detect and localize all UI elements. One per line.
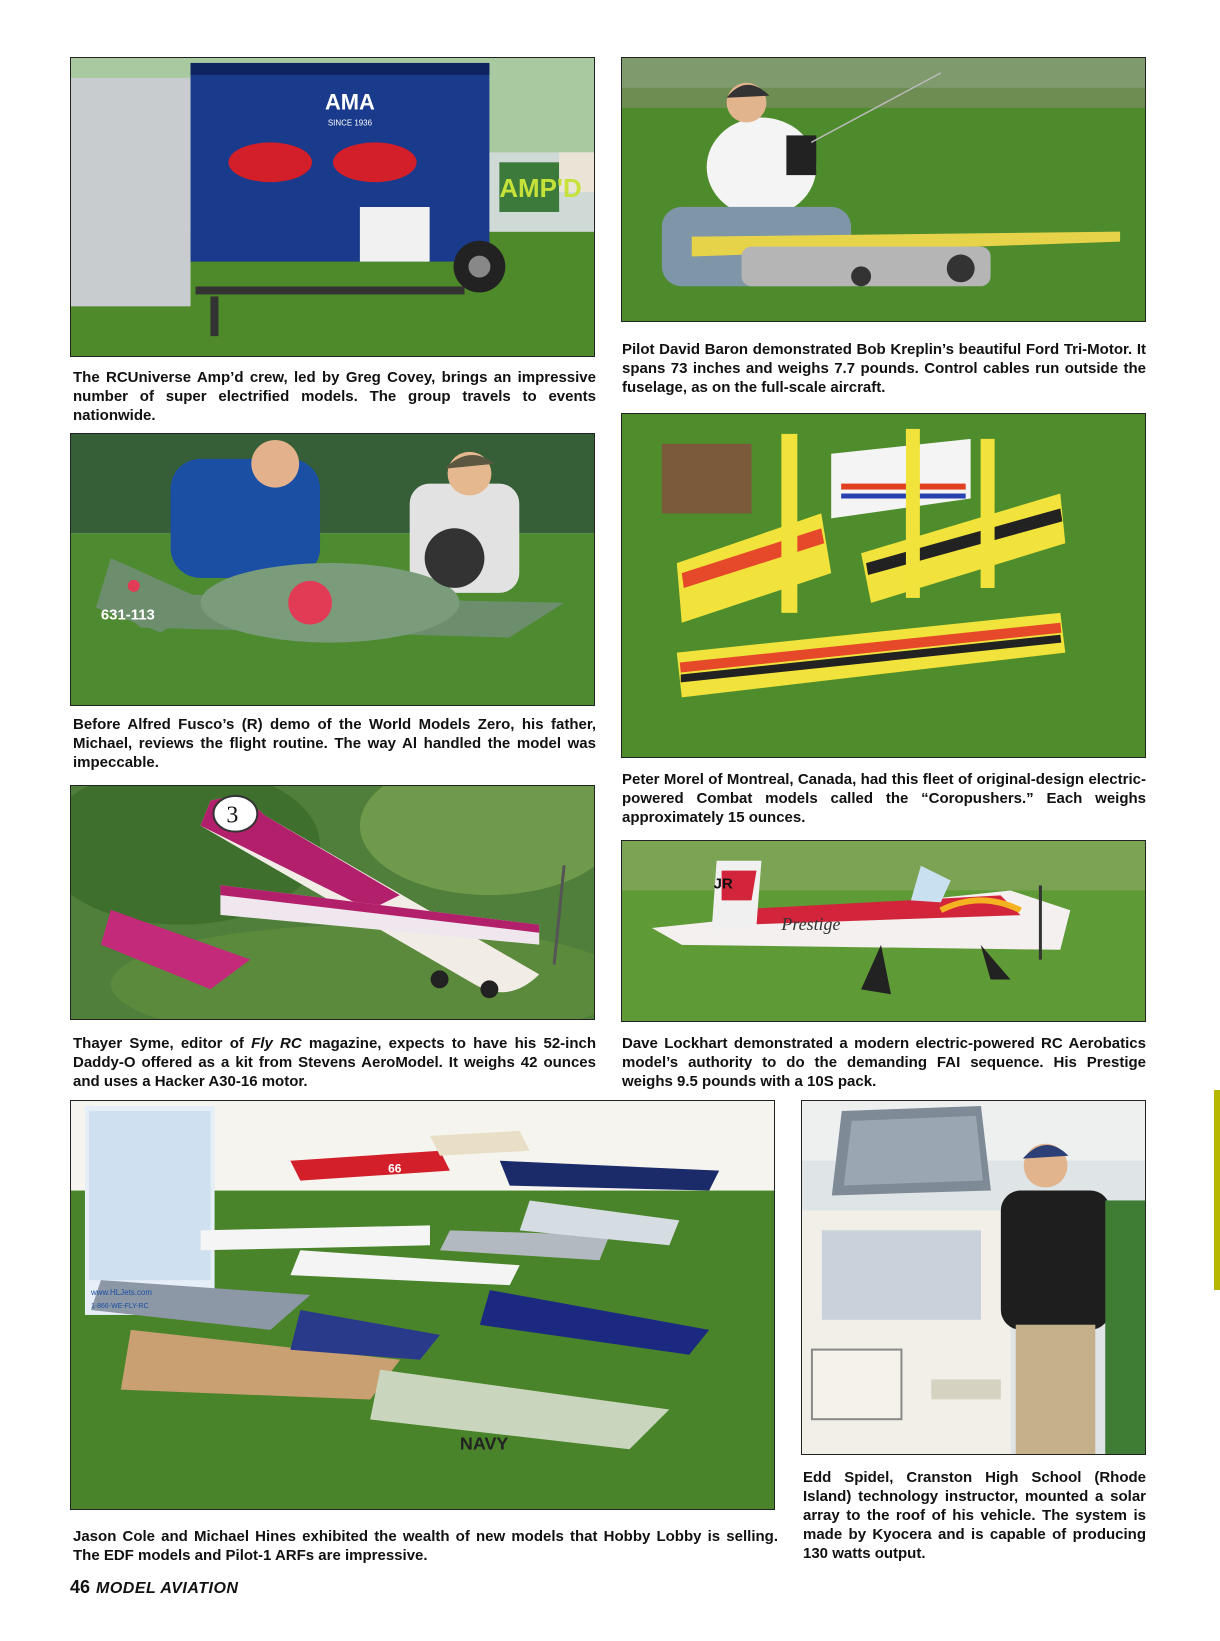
page-footer xyxy=(70,1577,238,1598)
caption-zero: Before Alfred Fusco’s (R) demo of the World Models Zero, his father, Michael, reviews the flight routine. The way Al handled the model was impeccable. xyxy=(73,716,596,771)
caption-amp-trailer: The RCUniverse Amp’d crew, led by Greg Covey, brings an impressive number of super electrified models. The group travels to events nationwide. xyxy=(73,369,596,424)
navy-text: NAVY xyxy=(459,1433,509,1454)
prestige-jr-text: JR xyxy=(713,876,733,893)
photo-daddy-o xyxy=(70,785,595,1020)
photo-tri-motor xyxy=(621,57,1146,322)
zero-tail-text: 631-113 xyxy=(100,607,155,624)
photo-coropushers xyxy=(621,413,1146,758)
magazine-name: MODEL AVIATION xyxy=(96,1580,239,1597)
photo-amp-trailer xyxy=(70,57,595,357)
photo-solar xyxy=(801,1100,1146,1455)
caption-solar: Edd Spidel, Cranston High School (Rhode Island) technology instructor, mounted a solar array to the roof of his vehicle. The system is made by Kyocera and is capable of producing 130 watts output. xyxy=(803,1469,1146,1562)
trailer-ampd-text: AMP'D xyxy=(499,175,582,204)
prestige-name-text: Prestige xyxy=(781,914,841,934)
photo-hobby-lobby xyxy=(70,1100,775,1510)
caption-daddy-o-pre: Thayer Syme, editor of xyxy=(73,1035,252,1052)
trailer-since-text: SINCE 1936 xyxy=(327,118,373,128)
banner-site-text: www.HLJets.com xyxy=(90,1288,153,1298)
photo-prestige xyxy=(621,840,1146,1022)
caption-daddy-o-post: magazine, expects to have his 52-inch Daddy-O offered as a kit from Stevens AeroModel. It weighs 42 ounces and uses a Hacker A30-16 motor. xyxy=(73,1035,596,1090)
banner-phone-text: 1-866-WE-FLY-RC xyxy=(90,1302,149,1310)
caption-daddy-o xyxy=(73,1034,596,1091)
caption-hobby-lobby: Jason Cole and Michael Hines exhibited the wealth of new models that Hobby Lobby is selling. The EDF models and Pilot-1 ARFs are impressive. xyxy=(73,1528,778,1564)
daddy-o-number-text: 3 xyxy=(226,802,239,829)
caption-coropushers: Peter Morel of Montreal, Canada, had this fleet of original-design electric-powered Combat models called the “Coropushers.” Each weighs approximately 15 ounces. xyxy=(622,771,1146,826)
racer-number-text: 66 xyxy=(388,1161,402,1176)
trailer-ama-text: AMA xyxy=(324,89,375,115)
photo-zero xyxy=(70,433,595,706)
caption-tri-motor: Pilot David Baron demonstrated Bob Kreplin’s beautiful Ford Tri-Motor. It spans 73 inches and weighs 7.7 pounds. Control cables run outside the fuselage, as on the full-scale aircraft. xyxy=(622,341,1146,396)
caption-daddy-o-magazine: Fly RC xyxy=(251,1035,302,1052)
edge-tab xyxy=(1214,1090,1220,1290)
page-number: 46 xyxy=(70,1577,91,1597)
caption-prestige: Dave Lockhart demonstrated a modern electric-powered RC Aerobatics model’s authority to do the demanding FAI sequence. His Prestige weighs 9.5 pounds with a 10S pack. xyxy=(622,1035,1146,1090)
